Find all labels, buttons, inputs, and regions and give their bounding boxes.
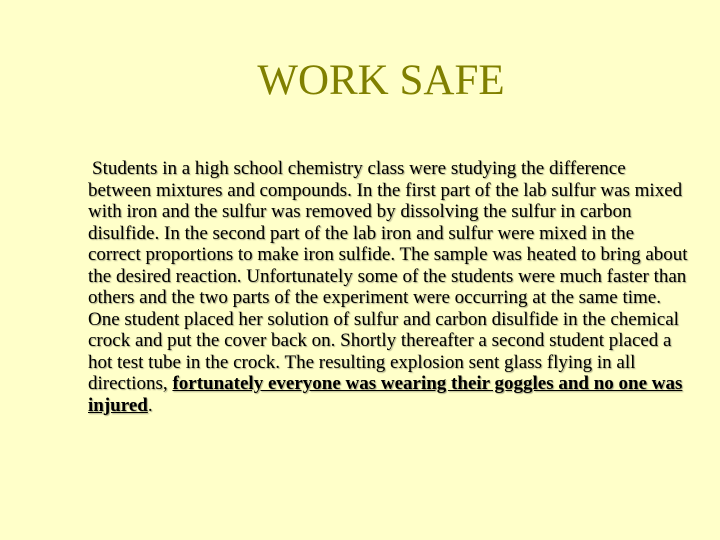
slide-title: WORK SAFE <box>257 57 505 104</box>
closing-punctuation: . <box>147 394 153 416</box>
slide-body-text <box>88 158 688 416</box>
emphasis-text: fortunately everyone was wearing their goggles and no one was injured <box>88 373 683 416</box>
body-paragraph: Students in a high school chemistry class were studying the difference between mixtures and compounds. In the first part of the lab sulfur was mixed with iron and the sulfur was removed by dissolving the sulfur in carbon disulfide. In the second part of the lab iron and sulfur were mixed in the correct proportions to make iron sulfide. The sample was heated to bring about the desired reaction. Unfortunately some of the students were much faster than others and the two parts of the experiment were occurring at the same time. One student placed her solution of sulfur and carbon disulfide in the chemical crock and put the cover back on. Shortly thereafter a second student placed a hot test tube in the crock. The resulting explosion sent glass flying in all directions, <box>88 158 688 394</box>
